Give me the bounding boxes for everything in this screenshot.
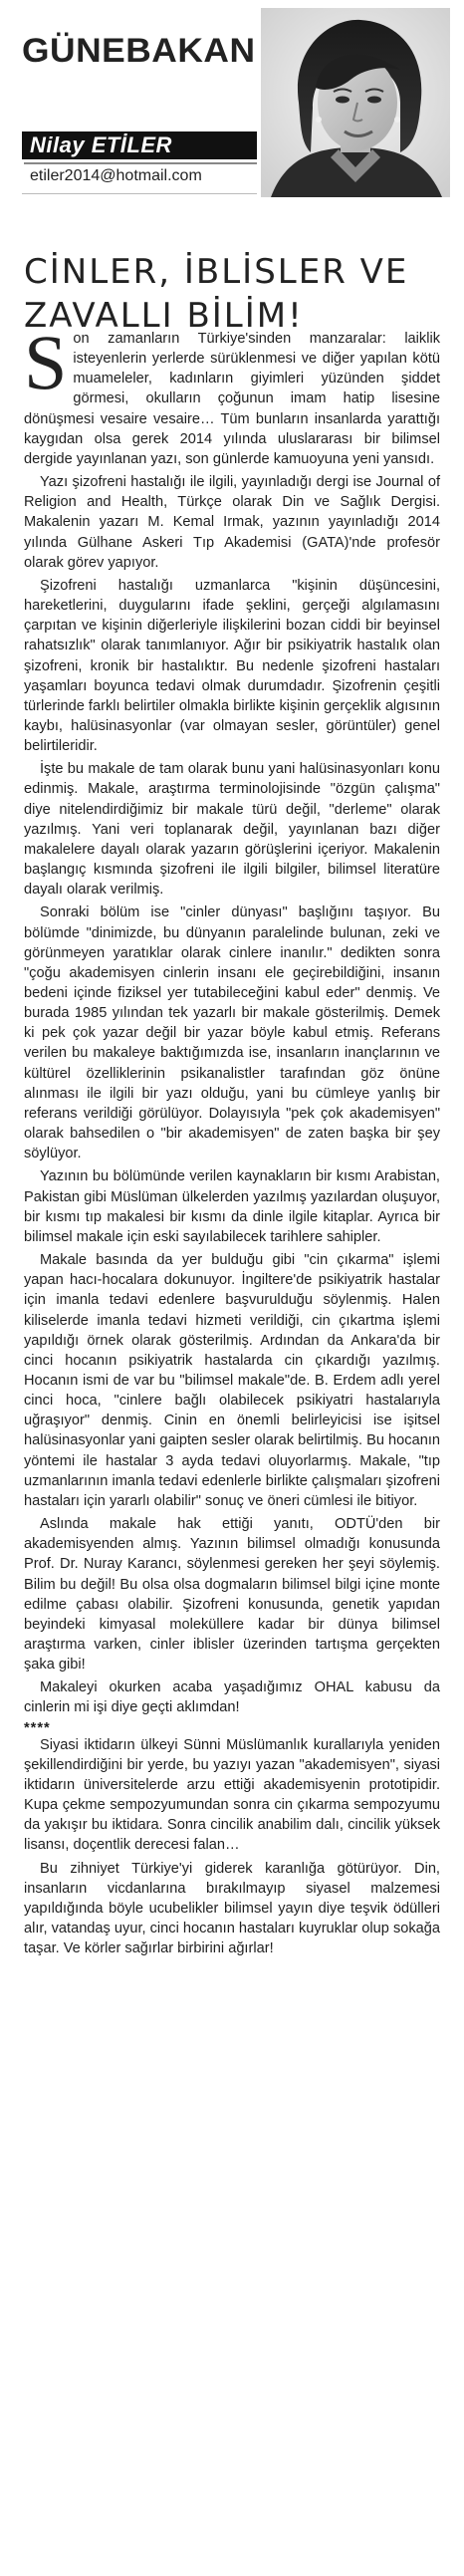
headline-line: ZAVALLI BİLİM! bbox=[24, 295, 304, 336]
article-paragraph: İşte bu makale de tam olarak bunu yani halüsinasyonları konu edinmiş. Makale, araştırma terminolojisinde "özgün çalışma" diye nitelendirdiğimiz bir makale türü değil, "derleme" olarak yazılmış. Yani veri toplanarak değil, yayınlanan bazı diğer makalelere dayalı olarak yazarın görüşlerini içeriyor. Makalenin başlangıç kısmında şizofreni ile ilgili bilgiler, bilimsel literatüre dayalı olarak verilmiş. bbox=[24, 761, 440, 899]
article-paragraph: Aslında makale hak ettiği yanıtı, ODTÜ'den bir akademisyenden almış. Yazının bilimsel olmadığı konusunda Prof. Dr. Nuray Karancı, söylenmesi gereken her şeyi söylemiş. Bilim bu değil! Bu olsa olsa dogmaların bilimsel bilgi içine monte edilme çabası olabilir. Şizofreni konusunda, genetik yapıdan beyindeki kimyasal moleküllere kadar bir dünya bilimsel araştırma varken, cinler iblisler üzerinden tartışma gerçekten şaka gibi! bbox=[24, 1516, 440, 1674]
drop-cap: S bbox=[24, 319, 68, 405]
author-email: etiler2014@hotmail.com bbox=[30, 167, 202, 184]
article-paragraph: Yazı şizofreni hastalığı ile ilgili, yayınladığı dergi ise Journal of Religion and Health, Türkçe olarak Din ve Sağlık Dergisi. Makalenin yazarı M. Kemal Irmak, yazının yayınladığı 2014 yılında Gülhane Askeri Tıp Akademisi (GATA)'nde profesör olarak görev yapıyor. bbox=[24, 474, 440, 571]
section-separator: **** bbox=[24, 1719, 51, 1736]
article-paragraph: Bu zihniyet Türkiye'yi giderek karanlığa götürüyor. Din, insanların vicdanlarına bırakılmayıp siyasel malzemesi yapıldığında böyle ucubelikler bilimsel yayın diye teşvik ödülleri alır, vatandaş uyur, cinci hocanın hastaları kuyruklar olup sokağa taşar. Ve körler sağırlar birbirini ağırlar! bbox=[24, 1860, 440, 1957]
author-bar-accent bbox=[24, 162, 257, 164]
paragraph-text: on zamanların Türkiye'sinden manzaralar: laiklik isteyenlerin yerlerde sürüklenmesi ve diğer yapılan kötü muameleler, kadınların giyimleri yüzünden şiddet görmesi, okulların çoğunun imam hatip lisesine dönüşmesi vesaire vesaire… Tüm bunların insanlarda yarattığı kaygıdan olsa gerek 2014 yılında uluslararası bir bilimsel dergide yayınlanan yazı, son günlerde kamuoyuna yeni yansıdı. bbox=[24, 331, 440, 467]
article-paragraph: Yazının bu bölümünde verilen kaynakların bir kısmı Arabistan, Pakistan gibi Müslüman ülkelerden yazılmış yazılardan oluşuyor, bir kısmı tıp makalesi bir kısmı da dinle ilgile kitaplar. Ayrıca bir bilimsel makale için eski sayılabilecek tarihlere sahipler. bbox=[24, 1168, 440, 1245]
column-header bbox=[0, 0, 464, 204]
article-body bbox=[24, 319, 440, 1961]
article-paragraph: Makale basında da yer bulduğu gibi "cin çıkarma" işlemi yapan hacı-hocalara dokunuyor. İngiltere'de psikiyatrik hastalar için imanla tedavi edenlere başvurulduğu söylenmiş. Halen kiliselerde imanla tedavi hizmeti verildiği, cin çıkartma işlemi yapıldığı örnek olarak gösterilmiş. Ardından da Ankara'da bir cinci hocanın psikiyatrik hastalarda cin çıkardığı yazılmış. Hocanın ismi de var bu "bilimsel makale"de. B. Erdem adlı yerel cinci hoca, "cinlere bağlı olabilecek psikiyatri hastalarıyla uğraşıyor" denmiş. Cinin en önemli belirleyicisi ise işitsel halüsinasyonlar yani gaipten sesler olarak belirtilmiş. Bu hocanın yöntemi ile hastalar 3 ayda tedavi oluyorlarmış. Makale, "tıp uzmanlarının imanla tedavi edenlerle birlikte çalışmaları şizofreni hastaları için yararlı olabilir" sonuç ve öneri cümlesi ile bitiyor. bbox=[24, 1252, 440, 1509]
article-paragraph: Siyasi iktidarın ülkeyi Sünni Müslümanlık kurallarıyla yeniden şekillendirdiğini bir yerde, bu yazıyı yazan "akademisyen", siyasi iktidarın üniversitelerde arzu ettiği akademisyenin prototipidir. Kupa çekme sempozyumundan sonra cin çıkarma sempozyumu da yakışır bu iktidara. Sonra cincilik anabilim dalı, cincilik yüksek lisansı, doçentlik derecesi falan… bbox=[24, 1736, 440, 1854]
author-portrait-icon bbox=[261, 8, 450, 197]
article-paragraph: Şizofreni hastalığı uzmanlarca "kişinin düşüncesini, hareketlerini, duygularını ifade şeklini, gerçeği algılamasını çarpıtan ve kişinin diğerleriyle ilişkilerini bozan ciddi bir beyinsel rahatsızlık" olarak tanımlanıyor. Ağır bir psikiyatrik hastalık olan şizofreni, kronik bir hastalıktır. Bu nedenle şizofreni hastaları yaşamları boyunca tedavi olmak durumdadır. Şizofrenin çeşitli türlerinde farklı belirtiler olmakla birlikte kişinin gerçeklik algısının kaybı, halüsinasyonlar (var olmayan sesler, görüntüler) genel belirtileridir. bbox=[24, 577, 440, 755]
author-name: Nilay ETİLER bbox=[30, 132, 172, 157]
article-headline bbox=[24, 250, 442, 338]
section-title: GÜNEBAKAN bbox=[22, 32, 256, 70]
header-divider bbox=[22, 193, 257, 194]
article-paragraph bbox=[24, 319, 440, 469]
headline-line: CİNLER, İBLİSLER VE bbox=[24, 251, 409, 292]
article-paragraph: Makaleyi okurken acaba yaşadığımız OHAL kabusu da cinlerin mi işi diye geçti aklımdan! bbox=[24, 1679, 440, 1716]
article-paragraph: Sonraki bölüm ise "cinler dünyası" başlığını taşıyor. Bu bölümde "dinimizde, bu dünyanın paralelinde bulunan, zeki ve görünmeyen yaratıklar olarak cinlere inanılır." dedikten sonra "çoğu akademisyen cinlerin insanı ele geçirebildiğini, insanın bedeni içinde fiziksel yer tutabileceğini kabul eder" denmiş. Ve burada 1985 yılından tek yazarlı bir makale gösterilmiş. Demek ki pek çok yazar değil bir yazar böyle kabul etmiş. Referans verilen bu makaleye baktığımızda ise, insanların inançlarının ve kültürel özelliklerinin psikanalistler tarafından göz önüne alınması ile ilgili bir yazı olduğu, yani bu cümleye yanlış bir referans verildiği görülüyor. Dolayısıyla "pek çok akademisyen" olarak bahsedilen o "bir akademisyen" de zaten başka bir şey söylüyor. bbox=[24, 904, 440, 1162]
